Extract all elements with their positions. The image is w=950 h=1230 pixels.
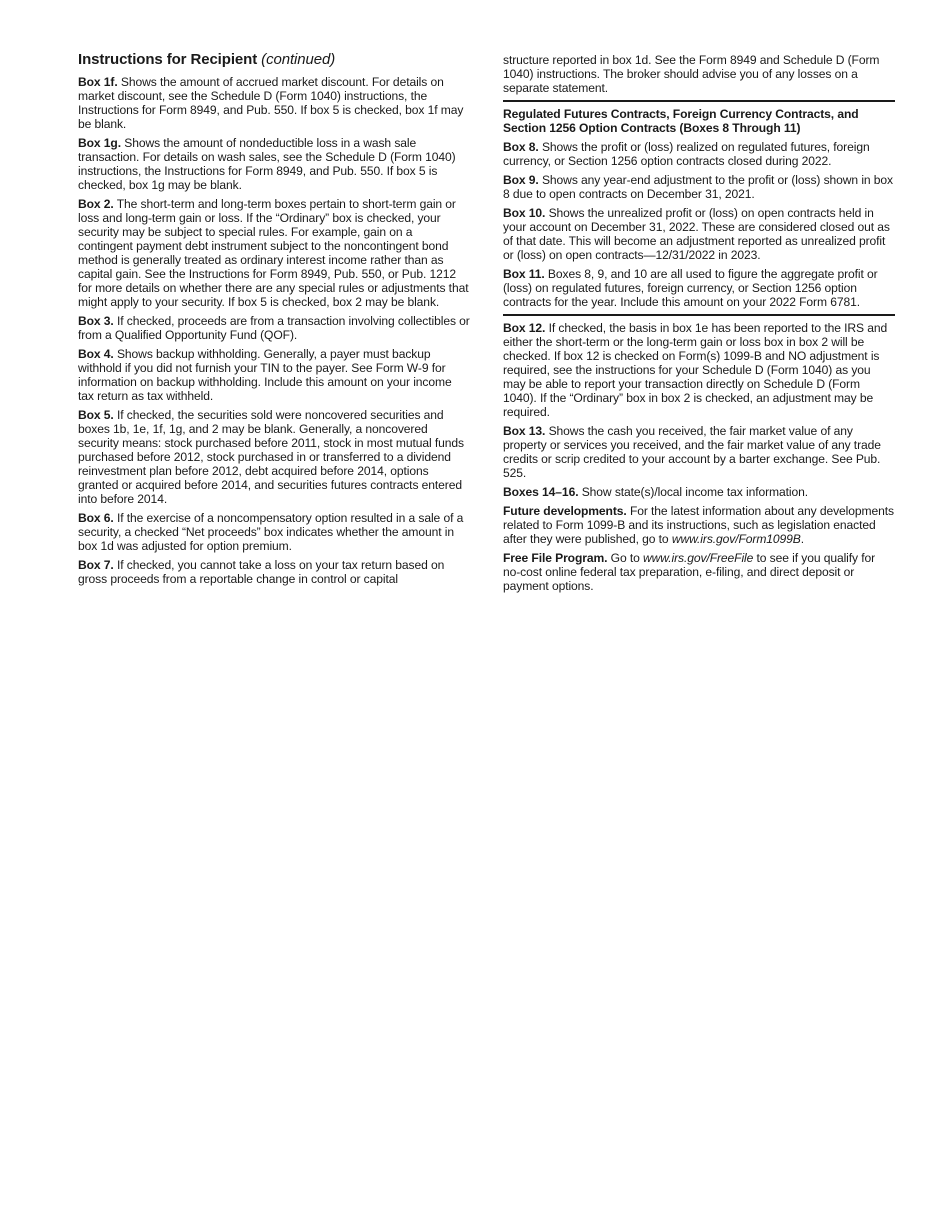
page-title [78,51,470,69]
box-text: Shows the profit or (loss) realized on regulated futures, foreign currency, or Section 1256 option contracts closed during 2022. [503,140,870,168]
box-1f-paragraph [78,75,470,131]
title-text: Instructions for Recipient [78,51,258,68]
box-text: Show state(s)/local income tax information. [581,485,808,499]
section-heading: Regulated Futures Contracts, Foreign Currency Contracts, and Section 1256 Option Contracts (Boxes 8 Through 11) [503,107,859,135]
box-text: If checked, you cannot take a loss on your tax return based on gross proceeds from a reportable change in control or capital [78,558,445,586]
box-label: Box 4. [78,347,114,361]
box-label: Box 1g. [78,136,121,150]
box-11-paragraph [503,267,895,309]
free-file-text-after: to see if you qualify for no-cost online federal tax preparation, e-filing, and direct deposit or payment options. [503,551,876,593]
box-text: Shows the amount of nondeductible loss in a wash sale transaction. For details on wash sales, see the Schedule D (Form 1040) instructions, the Instructions for Form 8949, and Pub. 550. If box 5 is checked, box 1g may be blank. [78,136,456,192]
box-label: Box 13. [503,424,546,438]
boxes-14-16-paragraph [503,485,895,499]
title-continued: (continued) [261,51,336,68]
box-8-paragraph [503,140,895,168]
free-file-text-before: Go to [610,551,640,565]
box-text: Shows any year-end adjustment to the profit or (loss) shown in box 8 due to open contracts on December 31, 2021. [503,173,893,201]
box-label: Box 12. [503,321,546,335]
box-text: Boxes 8, 9, and 10 are all used to figure the aggregate profit or (loss) on regulated futures, foreign currency, or Section 1256 option contracts for the year. Include this amount on your 2022 Form 6781. [503,267,878,309]
box-text: If checked, proceeds are from a transaction involving collectibles or from a Qualified Opportunity Fund (QOF). [78,314,470,342]
box-label: Box 6. [78,511,114,525]
box-5-paragraph [78,408,470,506]
box-13-paragraph [503,424,895,480]
box-12-paragraph [503,321,895,419]
box-text: Shows the amount of accrued market discount. For details on market discount, see the Schedule D (Form 1040) instructions, the Instructions for Form 8949, and Pub. 550. If box 5 is checked, box 1f may be blank. [78,75,464,131]
box-7-paragraph [78,558,470,586]
left-column [78,51,470,591]
box-text: Shows backup withholding. Generally, a payer must backup withhold if you did not furnish your TIN to the payer. See Form W-9 for information on backup withholding. Include this amount on your income tax return as tax withheld. [78,347,452,403]
future-text: For the latest information about any developments related to Form 1099-B and its instructions, such as legislation enacted after they were published, go to [503,504,894,546]
box-label: Box 10. [503,206,546,220]
box-label: Box 5. [78,408,114,422]
future-developments-paragraph [503,504,895,546]
future-label: Future developments. [503,504,627,518]
box-1g-paragraph [78,136,470,192]
box-3-paragraph [78,314,470,342]
box-text: If the exercise of a noncompensatory option resulted in a sale of a security, a checked “Net proceeds” box indicates whether the amount in box 1d was adjusted for option premium. [78,511,464,553]
box-9-paragraph [503,173,895,201]
box-label: Box 9. [503,173,539,187]
box-text: If checked, the securities sold were noncovered securities and boxes 1b, 1e, 1f, 1g, and 2 may be blank. Generally, a noncovered security means: stock purchased before 2011, stock in most mutual funds purchased before 2012, stock purchased in or transferred to a dividend reinvestment plan before 2012, debt acquired before 2014, options granted or acquired before 2014, and securities futures contracts entered into before 2014. [78,408,464,506]
box-label: Box 3. [78,314,114,328]
box-7-continuation: structure reported in box 1d. See the Form 8949 and Schedule D (Form 1040) instructions. The broker should advise you of any losses on a separate statement. [503,53,880,95]
box-10-paragraph [503,206,895,262]
future-end: . [800,532,805,546]
box-4-paragraph [78,347,470,403]
box-2-paragraph [78,197,470,309]
box-text: The short-term and long-term boxes pertain to short-term gain or loss and long-term gain or loss. If the “Ordinary” box is checked, your security may be subject to special rules. For example, gain on a contingent payment debt instrument subject to the noncontingent bond method is generally treated as ordinary interest income rather than as capital gain. See the Instructions for Form 8949, Pub. 550, or Pub. 1212 for more details on whether there are any special rules or adjustments that might apply to your security. If box 5 is checked, box 2 may be blank. [78,197,469,309]
box-label: Box 1f. [78,75,118,89]
form-1099b-link[interactable]: www.irs.gov/Form1099B [671,532,801,546]
freefile-link[interactable]: www.irs.gov/FreeFile [643,551,754,565]
box-text: Shows the unrealized profit or (loss) on open contracts held in your account on December 31, 2022. These are considered closed out as of that date. This will become an adjustment reported as unrealized profit or (loss) on open contracts—12/31/2022 in 2023. [503,206,890,262]
box-label: Box 8. [503,140,539,154]
box-label: Box 7. [78,558,114,572]
free-file-label: Free File Program. [503,551,608,565]
section-divider [503,314,895,316]
box-text: If checked, the basis in box 1e has been reported to the IRS and either the short-term or the long-term gain or loss box in box 2 will be checked. If box 12 is checked on Form(s) 1099-B and NO adjustment is required, see the instructions for your Schedule D (Form 1040) as you may be able to report your transaction directly on Schedule D (Form 1040). If the “Ordinary” box in box 2 is checked, an adjustment may be required. [503,321,888,419]
box-6-paragraph [78,511,470,553]
box-label: Boxes 14–16. [503,485,579,499]
box-label: Box 2. [78,197,114,211]
box-label: Box 11. [503,267,545,281]
section-divider [503,100,895,102]
box-text: Shows the cash you received, the fair market value of any property or services you received, and the fair market value of any trade credits or scrip credited to your account by a barter exchange. See Pub. 525. [503,424,881,480]
right-column [503,53,895,598]
free-file-paragraph [503,551,895,593]
